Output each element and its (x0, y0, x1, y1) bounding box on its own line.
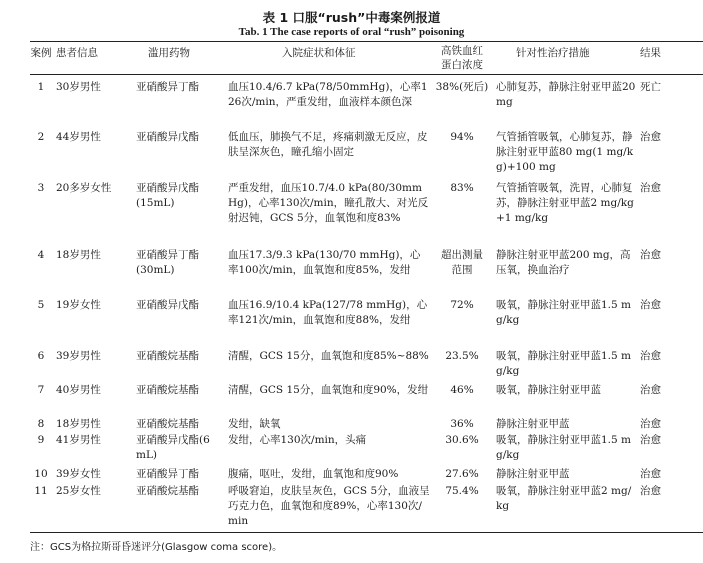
table-bottom-rule (30, 532, 703, 533)
methemoglobin: 36% (450, 418, 474, 430)
case-id: 2 (37, 131, 45, 143)
result: 治愈 (640, 131, 661, 143)
case-id: 8 (37, 418, 45, 430)
case-id: 11 (34, 485, 48, 497)
case-id: 4 (37, 249, 45, 261)
header-patient: 患者信息 (56, 47, 98, 59)
drug: 亚硝酸异丁酯 (136, 81, 199, 93)
patient-info: 25岁女性 (56, 485, 101, 497)
table-top-rule (30, 41, 703, 42)
result: 治愈 (640, 299, 661, 311)
patient-info: 39岁女性 (56, 468, 101, 480)
methemoglobin: 75.4% (445, 485, 479, 497)
treatment: 静脉注射亚甲蓝 (496, 468, 570, 480)
drug: 亚硝酸异戊酯(6 mL) (136, 434, 210, 461)
table-header-rule (30, 74, 703, 75)
drug: 亚硝酸异丁酯 (136, 468, 199, 480)
case-id: 10 (34, 468, 48, 480)
treatment: 静脉注射亚甲蓝200 mg，高压氧，换血治疗 (496, 249, 631, 276)
methemoglobin: 46% (450, 384, 474, 396)
drug: 亚硝酸烷基酯 (136, 485, 199, 497)
header-methb-line1: 高铁血红 (441, 45, 483, 57)
symptoms: 腹痛，呕吐，发绀，血氧饱和度90% (228, 468, 399, 480)
drug: 亚硝酸烷基酯 (136, 350, 199, 362)
header-treatment: 针对性治疗措施 (516, 47, 590, 59)
table-footnote: 注：GCS为格拉斯哥昏迷评分(Glasgow coma score)。 (30, 542, 283, 553)
symptoms: 血压10.4/6.7 kPa(78/50mmHg)，心率126次/min，严重发绀，血液样本颜色深 (228, 81, 428, 108)
treatment: 气管插管吸氧，洗胃，心肺复苏，静脉注射亚甲蓝2 mg/kg+1 mg/kg (496, 182, 634, 224)
patient-info: 30岁男性 (56, 81, 101, 93)
drug: 亚硝酸烷基酯 (136, 418, 199, 430)
header-methb-line2: 蛋白浓度 (441, 59, 483, 71)
symptoms: 血压17.3/9.3 kPa(130/70 mmHg)，心率100次/min，血氧饱和度85%，发绀 (228, 249, 421, 276)
treatment: 心肺复苏，静脉注射亚甲蓝20 mg (496, 81, 636, 108)
treatment: 吸氧，静脉注射亚甲蓝1.5 mg/kg (496, 350, 631, 377)
patient-info: 41岁男性 (56, 434, 101, 446)
methemoglobin: 23.5% (445, 350, 479, 362)
treatment: 静脉注射亚甲蓝 (496, 418, 570, 430)
case-id: 5 (37, 299, 45, 311)
drug: 亚硝酸异戊酯(15mL) (136, 182, 199, 209)
methemoglobin: 38%(死后) (435, 81, 489, 93)
result: 治愈 (640, 434, 661, 446)
symptoms: 呼吸窘迫，皮肤呈灰色，GCS 5分，血液呈巧克力色，血氧饱和度89%，心率130次/min (228, 485, 430, 527)
symptoms: 清醒，GCS 15分，血氧饱和度85%~88% (228, 350, 429, 362)
result: 治愈 (640, 350, 661, 362)
patient-info: 20多岁女性 (56, 182, 112, 194)
drug: 亚硝酸异戊酯 (136, 299, 199, 311)
patient-info: 44岁男性 (56, 131, 101, 143)
symptoms: 严重发绀，血压10.7/4.0 kPa(80/30mmHg)，心率130次/min，瞳孔散大、对光反射迟钝，GCS 5分，血氧饱和度83% (228, 182, 429, 224)
case-id: 3 (37, 182, 45, 194)
result: 死亡 (640, 81, 661, 93)
methemoglobin: 27.6% (445, 468, 479, 480)
methemoglobin: 83% (450, 182, 474, 194)
symptoms: 血压16.9/10.4 kPa(127/78 mmHg)，心率121次/min，血氧饱和度88%，发绀 (228, 299, 428, 326)
treatment: 吸氧，静脉注射亚甲蓝1.5 mg/kg (496, 434, 631, 461)
drug: 亚硝酸异戊酯 (136, 131, 199, 143)
treatment: 吸氧，静脉注射亚甲蓝1.5 mg/kg (496, 299, 631, 326)
result: 治愈 (640, 384, 661, 396)
patient-info: 19岁女性 (56, 299, 101, 311)
table-title-en: Tab. 1 The case reports of oral “rush” poisoning (238, 26, 465, 38)
methemoglobin: 94% (450, 131, 474, 143)
case-id: 1 (37, 81, 45, 93)
symptoms: 发绀，缺氧 (228, 418, 281, 430)
symptoms: 发绀，心率130次/min，头痛 (228, 434, 367, 446)
treatment: 吸氧，静脉注射亚甲蓝2 mg/kg (496, 485, 632, 512)
header-symptoms: 入院症状和体征 (282, 47, 356, 59)
methemoglobin: 72% (450, 299, 474, 311)
treatment: 气管插管吸氧，心肺复苏，静脉注射亚甲蓝80 mg(1 mg/kg)+100 mg (496, 131, 634, 173)
case-id: 7 (37, 384, 45, 396)
patient-info: 39岁男性 (56, 350, 101, 362)
header-methemoglobin (431, 44, 493, 72)
header-drug: 滥用药物 (148, 47, 190, 59)
patient-info: 40岁男性 (56, 384, 101, 396)
result: 治愈 (640, 182, 661, 194)
methemoglobin: 超出测量范围 (441, 249, 483, 276)
symptoms: 低血压，肺换气不足，疼痛刺激无反应，皮肤呈深灰色，瞳孔缩小固定 (228, 131, 428, 158)
result: 治愈 (640, 418, 661, 430)
drug: 亚硝酸异丁酯(30mL) (136, 249, 199, 276)
result: 治愈 (640, 249, 661, 261)
table-title-cn: 表 1 口服“rush”中毒案例报道 (262, 10, 441, 25)
case-id: 9 (37, 434, 45, 446)
treatment: 吸氧，静脉注射亚甲蓝 (496, 384, 601, 396)
methemoglobin: 30.6% (445, 434, 479, 446)
symptoms: 清醒，GCS 15分，血氧饱和度90%，发绀 (228, 384, 429, 396)
patient-info: 18岁男性 (56, 418, 101, 430)
result: 治愈 (640, 485, 661, 497)
patient-info: 18岁男性 (56, 249, 101, 261)
header-result: 结果 (640, 47, 661, 59)
drug: 亚硝酸烷基酯 (136, 384, 199, 396)
case-id: 6 (37, 350, 45, 362)
result: 治愈 (640, 468, 661, 480)
header-case-id: 案例 (30, 47, 52, 59)
